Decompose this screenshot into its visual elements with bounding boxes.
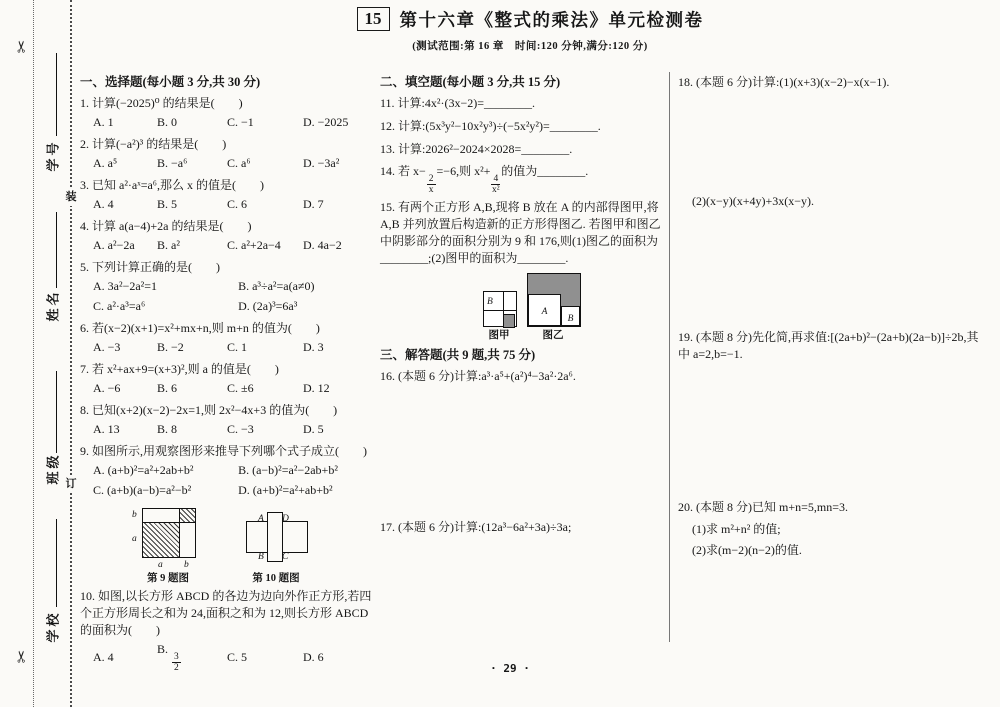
q2-option-b: B. −a⁶ [157,156,188,170]
fig9-hatched-b2 [179,509,195,522]
fig9-horizontal-divider [143,522,195,523]
question-7-options [80,380,372,397]
q1-option-c: C. −1 [227,115,254,129]
workspace-q19 [678,365,990,499]
q10-option-a: A. 4 [93,649,114,664]
school-fill-line [56,519,57,607]
workspace-q18-1 [678,93,990,193]
fig10-label-D: D [282,514,289,524]
workspace-q16 [380,387,668,519]
page-title: 第十六章《整式的乘法》单元检测卷 [399,10,704,30]
margin-label-school: 学校 [45,610,61,643]
figure-q15 [380,271,668,341]
page-subtitle: (测试范围:第 16 章 时间:120 分钟,满分:120 分) [412,41,648,52]
question-12: 12. 计算:(5x³y²−10x²y³)÷(−5x²y²)=________. [380,119,601,133]
q6-option-d: D. 3 [303,340,324,354]
q8-option-a: A. 13 [93,422,120,436]
question-17: 17. (本题 6 分)计算:(12a³−6a²+3a)÷3a; [380,520,572,534]
q9-option-a: A. (a+b)²=a²+2ab+b² [93,463,194,477]
q9-option-c: C. (a+b)(a−b)=a²−b² [93,483,192,497]
q2-option-c: C. a⁶ [227,156,251,170]
question-14: 14. 若 x− $\frac{2}{x}$ =−6,则 x²+ $\frac{4}{\text{x²}}$ 的值为________. [380,164,589,195]
question-8: 8. 已知(x+2)(x−2)−2x=1,则 2x²−4x+3 的值为( ) [80,403,338,417]
question-18-part2: (2)(x−y)(x+4y)+3x(x−y). [692,194,815,208]
q2-option-d: D. −3a² [303,156,340,170]
q4-option-c: C. a²+2a−4 [227,238,281,252]
question-18: 18. (本题 6 分)计算:(1)(x+3)(x−2)−x(x−1). [678,75,890,89]
q1-option-d: D. −2025 [303,115,349,129]
q6-option-a: A. −3 [93,340,121,354]
question-11: 11. 计算:4x²·(3x−2)=________. [380,96,536,110]
section1-heading: 一、选择题(每小题 3 分,共 30 分) [80,75,261,89]
question-5-options [80,278,372,315]
q3-option-b: B. 5 [157,197,178,211]
q3-option-c: C. 6 [227,197,248,211]
question-7: 7. 若 x²+ax+9=(x+3)²,则 a 的值是( ) [80,362,279,376]
column-separator [669,72,670,642]
column-fill-in [380,70,668,538]
name-fill-line [56,212,57,288]
section2-heading: 二、填空题(每小题 3 分,共 15 分) [380,75,561,89]
fig10-label-B: B [258,552,264,562]
fig9-dim-a-left: a [132,534,137,544]
fig10-label-A: A [258,514,264,524]
lesson-number-badge: 15 [357,7,390,31]
q10-option-d: D. 6 [303,649,324,664]
question-6-options [80,339,372,356]
column-choice [80,70,372,678]
q4-option-d: D. 4a−2 [303,238,342,252]
binding-char-top: 装 [64,189,78,206]
fig15-jia-caption: 图甲 [488,330,510,341]
q9-option-d: D. (a+b)²=a²+ab+b² [238,483,333,497]
fig9-dim-b-bottom: b [184,560,189,570]
question-9: 9. 如图所示,用观察图形来推导下列哪个式子成立( ) [80,444,367,458]
q10-option-b: B. $\frac{3}{2}$ [157,642,179,673]
q6-option-c: C. 1 [227,340,248,354]
question-5: 5. 下列计算正确的是( ) [80,260,220,274]
figure-q9-square [142,508,196,558]
q8-option-d: D. 5 [303,422,324,436]
q8-option-b: B. 8 [157,422,178,436]
section3-heading: 三、解答题(共 9 题,共 75 分) [380,348,536,362]
fig9-dim-a-bottom: a [158,560,163,570]
q2-option-a: A. a⁵ [93,156,118,170]
fig15-yi-square-A: A [528,294,561,326]
q9-option-b: B. (a−b)²=a²−2ab+b² [238,463,338,477]
question-6: 6. 若(x−2)(x+1)=x²+mx+n,则 m+n 的值为( ) [80,321,320,335]
q7-option-b: B. 6 [157,381,178,395]
question-3: 3. 已知 a²·aˣ=a⁶,那么 x 的值是( ) [80,178,264,192]
student-id-fill-line [56,53,57,136]
binding-char-bottom: 订 [64,476,78,493]
question-1: 1. 计算(−2025)⁰ 的结果是( ) [80,96,243,110]
q1-option-b: B. 0 [157,115,178,129]
q3-option-d: D. 7 [303,197,324,211]
fig10-label-C: C [282,552,289,562]
q5-option-c: C. a²·a³=a⁶ [93,299,146,313]
fig15-jia-square [483,291,517,327]
fig9-caption: 第 9 题图 [147,573,189,584]
q10-option-c: C. 5 [227,649,248,664]
question-15: 15. 有两个正方形 A,B,现将 B 放在 A 的内部得图甲,将 A,B 并列放置后构造新的正方形得图乙. 若图甲和图乙中阴影部分的面积分别为 9 和 176,则(1)图乙的面积为________;(2)图甲的面积为________. [380,200,661,265]
margin-label-student-id: 学号 [45,139,61,172]
margin-label-name: 姓名 [45,289,61,322]
question-4-options [80,237,372,254]
question-4: 4. 计算 a(a−4)+2a 的结果是( ) [80,219,252,233]
fig10-caption: 第 10 题图 [252,573,300,584]
fig9-dim-b-left: b [132,510,137,520]
scissors-bottom-icon: ✂ [14,649,32,664]
question-20-part2: (2)求(m−2)(n−2)的值. [692,543,802,557]
q3-option-a: A. 4 [93,197,114,211]
q7-option-a: A. −6 [93,381,121,395]
workspace-q18-2 [678,212,990,329]
column-solutions [678,70,990,561]
q4-option-b: B. a² [157,238,180,252]
question-10-options [80,641,372,673]
question-16: 16. (本题 6 分)计算:a³·a⁵+(a²)⁴−3a²·2a⁶. [380,369,576,383]
question-20: 20. (本题 8 分)已知 m+n=5,mn=3. [678,500,848,514]
fig15-yi-square [527,273,581,327]
fig15-yi-square-B: B [561,306,580,326]
scissors-top-icon: ✂ [14,39,32,54]
q5-option-b: B. a³÷a²=a(a≠0) [238,279,315,293]
q5-option-d: D. (2a)³=6a³ [238,299,298,313]
question-9-options [80,462,372,499]
question-1-options [80,114,372,131]
fig15-jia-label-B: B [487,297,493,307]
page-number: · 29 · [490,662,530,675]
class-fill-line [56,371,57,453]
margin-label-class: 班级 [45,452,61,485]
question-2-options [80,155,372,172]
question-8-options [80,421,372,438]
q6-option-b: B. −2 [157,340,184,354]
binding-line [70,0,72,707]
figures-q9-q10 [80,504,372,588]
q14-fraction-1: $\frac{2}{x}$ [428,174,434,195]
q1-option-a: A. 1 [93,115,114,129]
cut-line [33,0,34,707]
q7-option-d: D. 12 [303,381,330,395]
question-19: 19. (本题 8 分)先化简,再求值:[(2a+b)²−(2a+b)(2a−b)]÷2b,其中 a=2,b=−1. [678,330,979,361]
paper-header [335,7,725,55]
q8-option-c: C. −3 [227,422,254,436]
question-20-part1: (1)求 m²+n² 的值; [692,522,781,536]
fig9-hatched-a2 [143,522,179,557]
question-10: 10. 如图,以长方形 ABCD 的各边为边向外作正方形,若四个正方形周长之和为 24,面积之和为 12,则长方形 ABCD 的面积为( ) [80,589,372,637]
fig15-yi-caption: 图乙 [542,330,564,341]
fig9-vertical-divider [179,509,180,557]
q7-option-c: C. ±6 [227,381,254,395]
q14-fraction-2: $\frac{4}{\text{x²}}$ [492,174,500,195]
q10-b-fraction: $\frac{3}{2}$ [174,652,179,673]
question-2: 2. 计算(−a²)³ 的结果是( ) [80,137,227,151]
fig15-jia-shaded-square [503,314,515,328]
question-3-options [80,196,372,213]
figure-q10-strip [267,512,283,562]
q4-option-a: A. a²−2a [93,238,135,252]
question-13: 13. 计算:2026²−2024×2028=________. [380,142,573,156]
q5-option-a: A. 3a²−2a²=1 [93,279,158,293]
